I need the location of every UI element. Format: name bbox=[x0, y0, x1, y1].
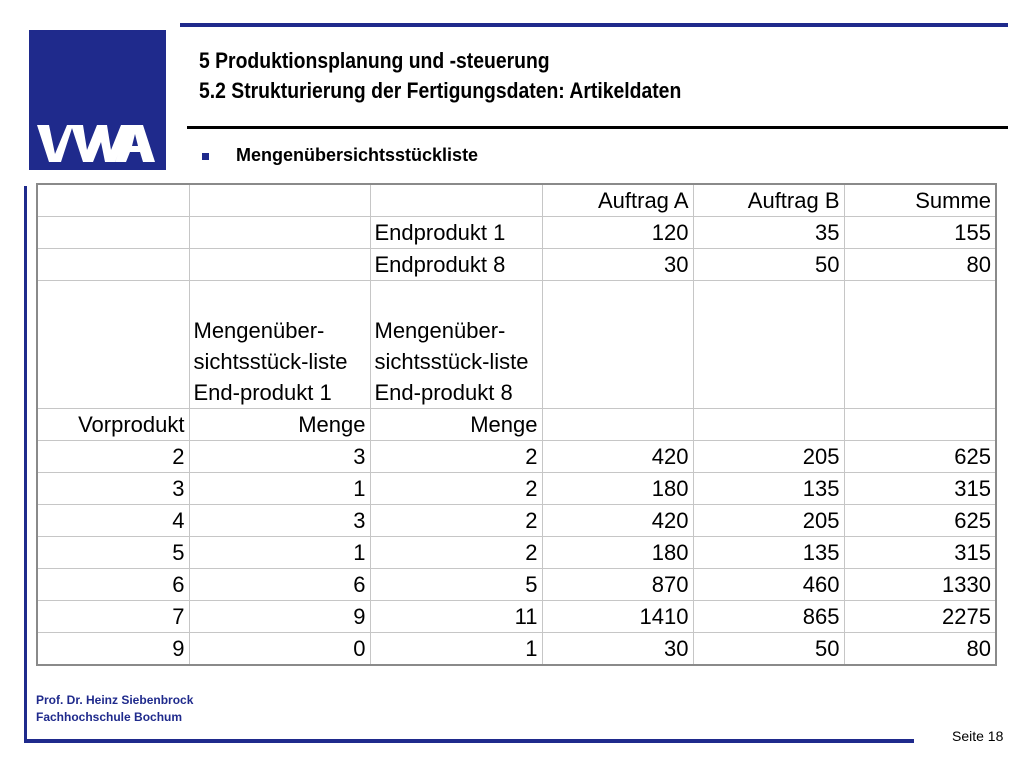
table-cell: 11 bbox=[370, 601, 542, 633]
table-row bbox=[37, 505, 996, 537]
page-number: Seite 18 bbox=[952, 728, 1004, 744]
table-cell: 205 bbox=[693, 505, 844, 537]
table-cell: 2 bbox=[37, 441, 189, 473]
footer-author: Prof. Dr. Heinz Siebenbrock bbox=[36, 693, 194, 707]
table-cell: 120 bbox=[542, 217, 693, 249]
title-line-2: 5.2 Strukturierung der Fertigungsdaten: Artikeldaten bbox=[199, 78, 682, 103]
table-cell: 2 bbox=[370, 537, 542, 569]
table-cell: 625 bbox=[844, 505, 996, 537]
table-cell: 1330 bbox=[844, 569, 996, 601]
end-product-row bbox=[37, 217, 996, 249]
table-cell: 50 bbox=[693, 633, 844, 666]
table-cell: 1410 bbox=[542, 601, 693, 633]
end-product-name: Endprodukt 1 bbox=[370, 217, 542, 249]
table-cell: 6 bbox=[189, 569, 370, 601]
slide-title bbox=[199, 46, 903, 106]
table-cell: 4 bbox=[37, 505, 189, 537]
table-cell: 3 bbox=[189, 505, 370, 537]
table-cell: 80 bbox=[844, 633, 996, 666]
header-cell bbox=[37, 184, 189, 217]
table-cell: 9 bbox=[189, 601, 370, 633]
table-row bbox=[37, 537, 996, 569]
left-margin-rule bbox=[24, 186, 27, 742]
footer-rule bbox=[24, 739, 914, 743]
table-cell: 80 bbox=[844, 249, 996, 281]
table-cell: 1 bbox=[189, 473, 370, 505]
table-cell: 35 bbox=[693, 217, 844, 249]
end-product-row bbox=[37, 249, 996, 281]
header-bottom-rule bbox=[187, 126, 1008, 129]
table-cell: 30 bbox=[542, 633, 693, 666]
vwa-logo bbox=[29, 30, 166, 170]
table-cell: 1 bbox=[189, 537, 370, 569]
header-top-rule bbox=[180, 23, 1008, 27]
col-header-menge-8: Menge bbox=[370, 409, 542, 441]
table-cell: 625 bbox=[844, 441, 996, 473]
table-cell: 5 bbox=[37, 537, 189, 569]
bullet-square-icon bbox=[202, 153, 209, 160]
table-cell: 30 bbox=[542, 249, 693, 281]
header-cell-auftrag-a: Auftrag A bbox=[542, 184, 693, 217]
table-row bbox=[37, 473, 996, 505]
table-cell: 0 bbox=[189, 633, 370, 666]
column-header-row bbox=[37, 409, 996, 441]
header-cell-auftrag-b: Auftrag B bbox=[693, 184, 844, 217]
table-cell: 3 bbox=[37, 473, 189, 505]
header-cell bbox=[370, 184, 542, 217]
table-cell: 460 bbox=[693, 569, 844, 601]
table-cell: 180 bbox=[542, 537, 693, 569]
table-row bbox=[37, 441, 996, 473]
table-cell: 865 bbox=[693, 601, 844, 633]
table-cell: 135 bbox=[693, 537, 844, 569]
end-product-name: Endprodukt 8 bbox=[370, 249, 542, 281]
table-cell: 135 bbox=[693, 473, 844, 505]
bom-label-row bbox=[37, 281, 996, 409]
vwa-logo-mark bbox=[29, 30, 166, 170]
table-cell: 315 bbox=[844, 537, 996, 569]
header-cell-summe: Summe bbox=[844, 184, 996, 217]
table-cell: 2 bbox=[370, 441, 542, 473]
header-cell bbox=[189, 184, 370, 217]
table-cell: 315 bbox=[844, 473, 996, 505]
table-cell: 155 bbox=[844, 217, 996, 249]
table-cell: 50 bbox=[693, 249, 844, 281]
bom-label-endprodukt-8: Mengenüber-sichtsstück-liste End-produkt 8 bbox=[370, 281, 542, 409]
col-header-vorprodukt: Vorprodukt bbox=[37, 409, 189, 441]
bom-label-endprodukt-1: Mengenüber-sichtsstück-liste End-produkt 1 bbox=[189, 281, 370, 409]
table-cell: 2 bbox=[370, 505, 542, 537]
table-header-row bbox=[37, 184, 996, 217]
table-cell: 420 bbox=[542, 505, 693, 537]
table-row bbox=[37, 633, 996, 666]
table-cell: 5 bbox=[370, 569, 542, 601]
bom-table bbox=[36, 183, 997, 666]
bullet-text: Mengenübersichtsstückliste bbox=[236, 145, 479, 165]
table-cell: 6 bbox=[37, 569, 189, 601]
table-cell: 180 bbox=[542, 473, 693, 505]
col-header-menge-1: Menge bbox=[189, 409, 370, 441]
table-cell: 870 bbox=[542, 569, 693, 601]
table-cell: 1 bbox=[370, 633, 542, 666]
table-cell: 205 bbox=[693, 441, 844, 473]
footer-credits bbox=[36, 692, 193, 726]
table-cell: 2 bbox=[370, 473, 542, 505]
table-cell: 3 bbox=[189, 441, 370, 473]
table-row bbox=[37, 569, 996, 601]
title-line-1: 5 Produktionsplanung und -steuerung bbox=[199, 48, 550, 73]
table-cell: 2275 bbox=[844, 601, 996, 633]
table-cell: 9 bbox=[37, 633, 189, 666]
table-row bbox=[37, 601, 996, 633]
table-cell: 420 bbox=[542, 441, 693, 473]
footer-institution: Fachhochschule Bochum bbox=[36, 710, 183, 724]
table-cell: 7 bbox=[37, 601, 189, 633]
